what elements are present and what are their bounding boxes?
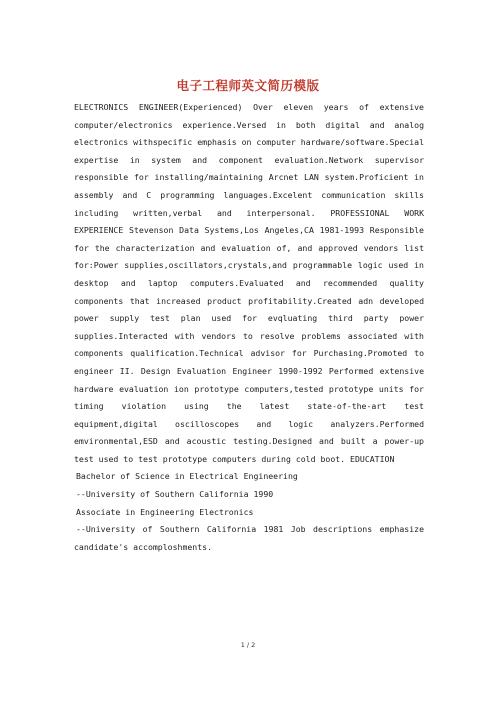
education-degree-line: Bachelor of Science in Electrical Engineering	[76, 471, 298, 482]
resume-summary-paragraph: ELECTRONICS ENGINEER(Experienced) Over eleven years of extensive computer/electronics experience.Versed in both digital and analog electronics withspecific emphasis on computer hardware/software.Special expertise in system and component evaluation.Network supervisor responsible for installing/maintaining Arcnet LAN system.Proficient in assembly and C programming languages.Excelent communication skills including written,verbal and interpersonal. PROFESSIONAL WORK EXPERIENCE Stevenson Data Systems,Los Angeles,CA 1981-1993 Responsible for the characterization and evaluation of, and approved vendors list for:Power supplies,oscillators,crystals,and programmable logic used in desktop and laptop computers.Evaluated and recommended quality components that increased product profitability.Created adn developed power supply test plan used for evqluating third party power supplies.Interacted with vendors to resolve problems associated with components qualification.Technical advisor for Purchasing.Promoted to engineer II. Design Evaluation Engineer 1990-1992 Performed extensive hardware evaluation ion prototype computers,tested prototype units for timing violation using the latest state-of-the-art test equipment,digital oscilloscopes and logic analyzers.Performed emvironmental,ESD and acoustic testing.Designed and built a power-up test used to test prototype computers during cold boot. EDUCATION	[74, 102, 424, 464]
page-number: 1 / 2	[240, 641, 256, 649]
education-school-line-2: --University of Southern California 1981 Job descriptions emphasize candidate's accomploshments.	[74, 524, 424, 552]
education-school-line: --University of Southern California 1990	[76, 489, 274, 500]
education-associate-line: Associate in Engineering Electronics	[76, 506, 254, 517]
document-title: 电子工程师英文简历模版	[176, 78, 320, 93]
document-body	[74, 99, 424, 556]
